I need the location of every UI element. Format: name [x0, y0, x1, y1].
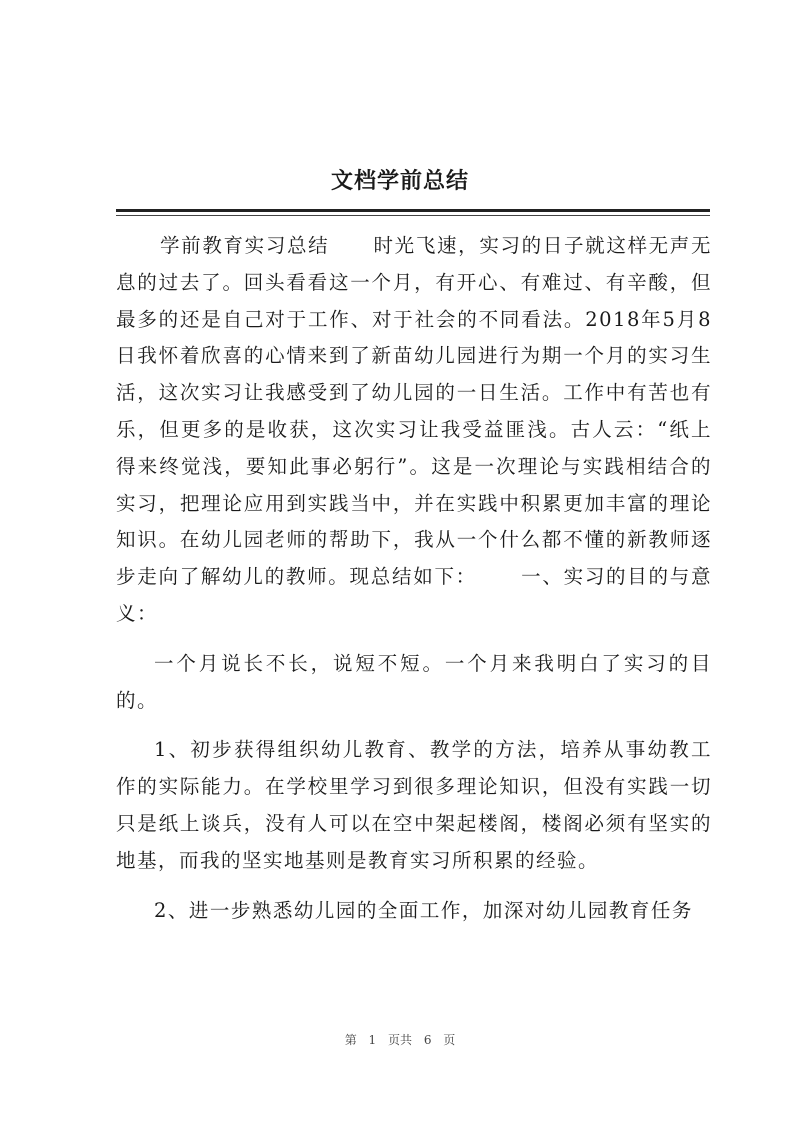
title-divider-thin — [116, 215, 710, 216]
section-heading-1: 一、实习的目的与意义： — [116, 565, 712, 625]
paragraph-intro — [116, 228, 712, 633]
page-title: 文档学前总结 — [330, 169, 469, 194]
intro-heading: 学前教育实习总结 — [160, 234, 330, 257]
title-divider — [116, 209, 710, 212]
intro-text: 时光飞速，实习的日子就这样无声无息的过去了。回头看看这一个月，有开心、有难过、有辛酸，但最多的还是自己对于工作、对于社会的不同看法。2018年5月8日我怀着欣喜的心情来到了新苗幼儿园进行为期一个月的实习生活，这次实习让我感受到了幼儿园的一日生活。工作中有苦也有乐，但更多的是收获，这次实习让我受益匪浅。古人云：“纸上得来终觉浅，要知此事必躬行”。这是一次理论与实践相结合的实习，把理论应用到实践当中，并在实践中积累更加丰富的理论知识。在幼儿园老师的帮助下，我从一个什么都不懂的新教师逐步走向了解幼儿的教师。现总结如下： — [116, 234, 712, 589]
document-body — [116, 228, 712, 942]
paragraph-2: 一个月说长不长，说短不短。一个月来我明白了实习的目的。 — [116, 651, 712, 712]
page-number-footer: 第 1 页共 6 页 — [344, 1033, 456, 1047]
paragraph-3: 1、初步获得组织幼儿教育、教学的方法，培养从事幼教工作的实际能力。在学校里学习到很多理论知识，但没有实践一切只是纸上谈兵，没有人可以在空中架起楼阁，楼阁必须有坚实的地基，而我的坚实地基则是教育实习所积累的经验。 — [116, 738, 712, 872]
paragraph-4: 2、进一步熟悉幼儿园的全面工作，加深对幼儿园教育任务 — [154, 898, 693, 922]
